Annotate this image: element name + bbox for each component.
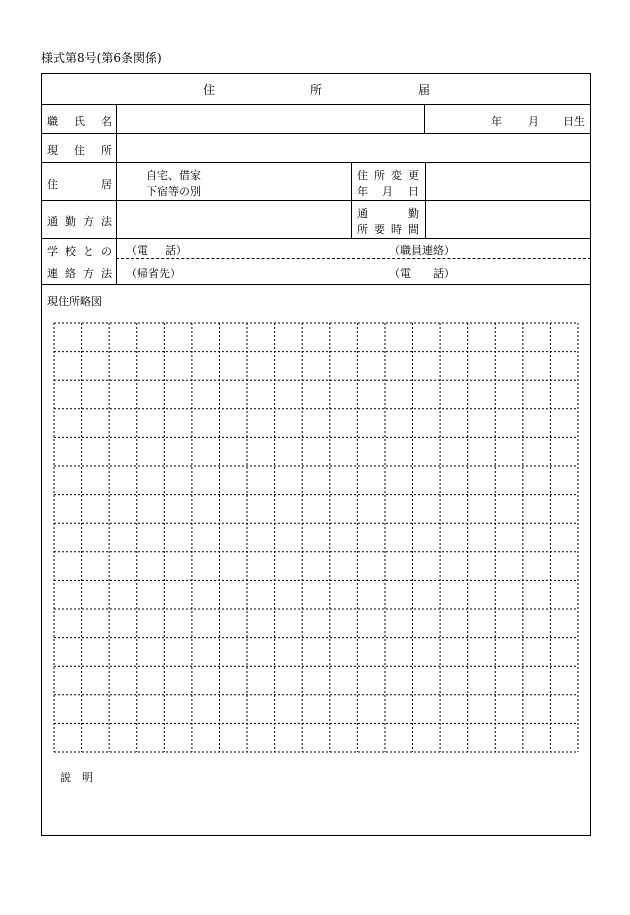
change-label-4: 更 <box>408 169 419 182</box>
contact-label-8: 法 <box>101 267 112 280</box>
address-label-1: 現 <box>47 144 58 157</box>
staff-contact-label: （職員連絡） <box>389 244 455 257</box>
home-label: （帰省先） <box>126 267 181 280</box>
commute-label-1: 通 <box>47 215 58 228</box>
residence-label-2: 居 <box>101 178 112 191</box>
commute-label-4: 法 <box>101 215 112 228</box>
contact-label-6: 絡 <box>65 267 76 280</box>
title-char-3: 届 <box>418 83 431 97</box>
commute-label-3: 方 <box>83 215 94 228</box>
birth-year-label: 年 <box>491 115 502 128</box>
contact-label-4: の <box>101 245 112 258</box>
commute-time-label-6: 間 <box>408 223 419 236</box>
home-input-area[interactable] <box>185 260 385 282</box>
staff-contact-input-area[interactable] <box>455 240 589 257</box>
change-day-label: 日 <box>408 185 419 198</box>
notes-label-1: 説 <box>60 771 71 784</box>
commute-time-label-4: 要 <box>374 223 385 236</box>
home-phone-input-area[interactable] <box>462 260 589 282</box>
commute-time-label-5: 時 <box>391 223 402 236</box>
name-label-3: 名 <box>101 115 112 128</box>
form-number: 様式第8号(第6条関係) <box>41 51 162 65</box>
change-label-3: 変 <box>391 169 402 182</box>
home-phone-label-open: （電 <box>389 267 411 280</box>
contact-divider <box>116 258 591 259</box>
contact-label-3: と <box>83 245 94 258</box>
commute-method-input-area[interactable] <box>117 201 350 237</box>
residence-type-line2: 下宿等の別 <box>146 185 201 198</box>
residence-label-1: 住 <box>47 178 58 191</box>
row-divider <box>41 284 591 285</box>
home-phone-label-close: 話） <box>433 267 455 280</box>
birth-month-label: 月 <box>528 115 539 128</box>
commute-time-label-3: 所 <box>357 223 368 236</box>
commute-time-input-area[interactable] <box>426 201 589 237</box>
commute-label-2: 勤 <box>65 215 76 228</box>
name-label-1: 職 <box>47 115 58 128</box>
change-year-label: 年 <box>357 185 368 198</box>
contact-label-5: 連 <box>47 267 58 280</box>
residence-type-line1: 自宅、借家 <box>146 169 201 182</box>
phone-label-open: （電 <box>126 244 148 257</box>
notes-label-2: 明 <box>82 771 93 784</box>
contact-label-1: 学 <box>47 245 58 258</box>
name-input-area[interactable] <box>117 105 423 132</box>
address-label-3: 所 <box>101 144 112 157</box>
map-label: 現住所略図 <box>47 295 102 308</box>
change-label-2: 所 <box>374 169 385 182</box>
notes-input-area[interactable] <box>100 760 588 834</box>
row-divider <box>41 238 591 239</box>
address-label-2: 住 <box>74 144 85 157</box>
residence-change-divider <box>351 162 352 238</box>
contact-label-2: 校 <box>65 245 76 258</box>
change-date-input-area[interactable] <box>426 163 589 199</box>
title-char-1: 住 <box>203 83 216 97</box>
name-date-divider <box>424 104 425 133</box>
birth-day-label: 日生 <box>563 115 585 128</box>
title-char-2: 所 <box>310 83 323 97</box>
address-input-area[interactable] <box>117 134 589 161</box>
phone-label-close: 話） <box>165 244 187 257</box>
phone-input-area[interactable] <box>195 240 385 257</box>
map-grid[interactable] <box>53 322 579 753</box>
change-label-1: 住 <box>357 169 368 182</box>
commute-time-label-1: 通 <box>357 207 368 220</box>
name-label-2: 氏 <box>74 115 85 128</box>
contact-label-7: 方 <box>83 267 94 280</box>
change-month-label: 月 <box>382 185 393 198</box>
commute-time-label-2: 勤 <box>408 207 419 220</box>
